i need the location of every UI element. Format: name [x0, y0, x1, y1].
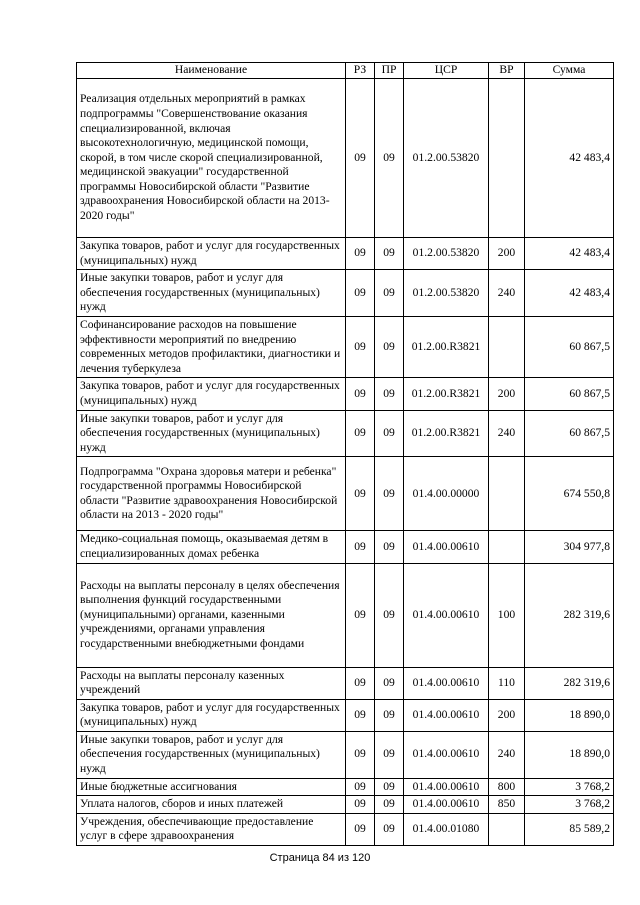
cell-name: Иные закупки товаров, работ и услуг для обеспечения государственных (муниципальных) нужд	[77, 410, 346, 457]
table-row	[77, 563, 614, 667]
cell-sum: 42 483,4	[525, 238, 614, 270]
cell-rz: 09	[346, 813, 375, 845]
cell-csr: 01.2.00.53820	[404, 79, 489, 238]
header-name: Наименование	[77, 63, 346, 79]
cell-csr: 01.4.00.01080	[404, 813, 489, 845]
cell-vr: 800	[489, 778, 525, 796]
cell-vr: 240	[489, 270, 525, 317]
cell-pr: 09	[375, 531, 404, 563]
cell-name: Подпрограмма "Охрана здоровья матери и ребенка" государственной программы Новосибирской области "Развитие здравоохранения Новосибирской области на 2013 - 2020 годы"	[77, 457, 346, 531]
header-sum: Сумма	[525, 63, 614, 79]
table-row	[77, 378, 614, 410]
cell-rz: 09	[346, 731, 375, 778]
cell-name: Закупка товаров, работ и услуг для государственных (муниципальных) нужд	[77, 699, 346, 731]
table-row	[77, 667, 614, 699]
table-row	[77, 531, 614, 563]
table-row	[77, 796, 614, 814]
cell-vr: 240	[489, 731, 525, 778]
cell-vr: 200	[489, 238, 525, 270]
table-row	[77, 731, 614, 778]
cell-csr: 01.4.00.00000	[404, 457, 489, 531]
cell-csr: 01.4.00.00610	[404, 778, 489, 796]
page-number: Страница 84 из 120	[269, 852, 371, 864]
header-pr: ПР	[375, 63, 404, 79]
table-row	[77, 813, 614, 845]
cell-name: Иные закупки товаров, работ и услуг для обеспечения государственных (муниципальных) нужд	[77, 731, 346, 778]
cell-vr: 200	[489, 699, 525, 731]
cell-sum: 60 867,5	[525, 378, 614, 410]
cell-name: Иные закупки товаров, работ и услуг для обеспечения государственных (муниципальных) нужд	[77, 270, 346, 317]
cell-rz: 09	[346, 238, 375, 270]
cell-sum: 3 768,2	[525, 778, 614, 796]
header-rz: РЗ	[346, 63, 375, 79]
cell-sum: 282 319,6	[525, 563, 614, 667]
cell-sum: 304 977,8	[525, 531, 614, 563]
cell-pr: 09	[375, 238, 404, 270]
cell-name: Расходы на выплаты персоналу казенных учреждений	[77, 667, 346, 699]
cell-pr: 09	[375, 563, 404, 667]
cell-pr: 09	[375, 79, 404, 238]
cell-csr: 01.4.00.00610	[404, 699, 489, 731]
cell-name: Закупка товаров, работ и услуг для государственных (муниципальных) нужд	[77, 378, 346, 410]
cell-vr: 240	[489, 410, 525, 457]
cell-pr: 09	[375, 667, 404, 699]
cell-name: Иные бюджетные ассигнования	[77, 778, 346, 796]
cell-name: Уплата налогов, сборов и иных платежей	[77, 796, 346, 814]
table-row	[77, 270, 614, 317]
cell-csr: 01.2.00.R3821	[404, 410, 489, 457]
cell-sum: 282 319,6	[525, 667, 614, 699]
cell-pr: 09	[375, 410, 404, 457]
cell-vr: 200	[489, 378, 525, 410]
cell-name: Учреждения, обеспечивающие предоставление услуг в сфере здравоохранения	[77, 813, 346, 845]
cell-vr	[489, 457, 525, 531]
table-header-row	[77, 63, 614, 79]
cell-sum: 674 550,8	[525, 457, 614, 531]
cell-rz: 09	[346, 378, 375, 410]
cell-rz: 09	[346, 410, 375, 457]
cell-name: Софинансирование расходов на повышение эффективности мероприятий по внедрению современных методов профилактики, диагностики и лечения туберкулеза	[77, 316, 346, 377]
cell-vr: 850	[489, 796, 525, 814]
cell-name: Расходы на выплаты персоналу в целях обеспечения выполнения функций государственными (муниципальными) органами, казенными учреждениями, органами управления государственными внебюджетными фондами	[77, 563, 346, 667]
cell-rz: 09	[346, 270, 375, 317]
cell-rz: 09	[346, 531, 375, 563]
cell-csr: 01.4.00.00610	[404, 731, 489, 778]
cell-sum: 42 483,4	[525, 79, 614, 238]
cell-name: Реализация отдельных мероприятий в рамках подпрограммы "Совершенствование оказания специализированной, включая высокотехнологичную, медицинской помощи, скорой, в том числе скорой специализированной, медицинской эвакуации" государственной программы Новосибирской области "Развитие здравоохранения Новосибирской области на 2013-2020 годы"	[77, 79, 346, 238]
cell-csr: 01.4.00.00610	[404, 531, 489, 563]
cell-pr: 09	[375, 316, 404, 377]
cell-sum: 60 867,5	[525, 410, 614, 457]
cell-pr: 09	[375, 699, 404, 731]
cell-rz: 09	[346, 667, 375, 699]
cell-pr: 09	[375, 378, 404, 410]
cell-rz: 09	[346, 699, 375, 731]
cell-pr: 09	[375, 457, 404, 531]
cell-sum: 60 867,5	[525, 316, 614, 377]
cell-sum: 18 890,0	[525, 699, 614, 731]
cell-vr: 110	[489, 667, 525, 699]
cell-name: Закупка товаров, работ и услуг для государственных (муниципальных) нужд	[77, 238, 346, 270]
cell-vr: 100	[489, 563, 525, 667]
cell-sum: 3 768,2	[525, 796, 614, 814]
header-vr: ВР	[489, 63, 525, 79]
cell-csr: 01.4.00.00610	[404, 563, 489, 667]
header-csr: ЦСР	[404, 63, 489, 79]
budget-table	[76, 62, 614, 846]
cell-sum: 18 890,0	[525, 731, 614, 778]
cell-vr	[489, 531, 525, 563]
table-row	[77, 79, 614, 238]
table-row	[77, 316, 614, 377]
table-row	[77, 238, 614, 270]
cell-vr	[489, 79, 525, 238]
cell-pr: 09	[375, 778, 404, 796]
cell-rz: 09	[346, 79, 375, 238]
cell-pr: 09	[375, 813, 404, 845]
cell-sum: 85 589,2	[525, 813, 614, 845]
cell-rz: 09	[346, 457, 375, 531]
table-row	[77, 699, 614, 731]
cell-name: Медико-социальная помощь, оказываемая детям в специализированных домах ребенка	[77, 531, 346, 563]
cell-vr	[489, 813, 525, 845]
cell-csr: 01.4.00.00610	[404, 796, 489, 814]
cell-rz: 09	[346, 316, 375, 377]
table-row	[77, 778, 614, 796]
cell-pr: 09	[375, 796, 404, 814]
cell-rz: 09	[346, 796, 375, 814]
table-row	[77, 410, 614, 457]
table-row	[77, 457, 614, 531]
cell-csr: 01.2.00.R3821	[404, 316, 489, 377]
cell-csr: 01.4.00.00610	[404, 667, 489, 699]
cell-csr: 01.2.00.53820	[404, 270, 489, 317]
cell-rz: 09	[346, 778, 375, 796]
cell-rz: 09	[346, 563, 375, 667]
cell-pr: 09	[375, 270, 404, 317]
cell-csr: 01.2.00.R3821	[404, 378, 489, 410]
cell-sum: 42 483,4	[525, 270, 614, 317]
cell-csr: 01.2.00.53820	[404, 238, 489, 270]
cell-pr: 09	[375, 731, 404, 778]
cell-vr	[489, 316, 525, 377]
